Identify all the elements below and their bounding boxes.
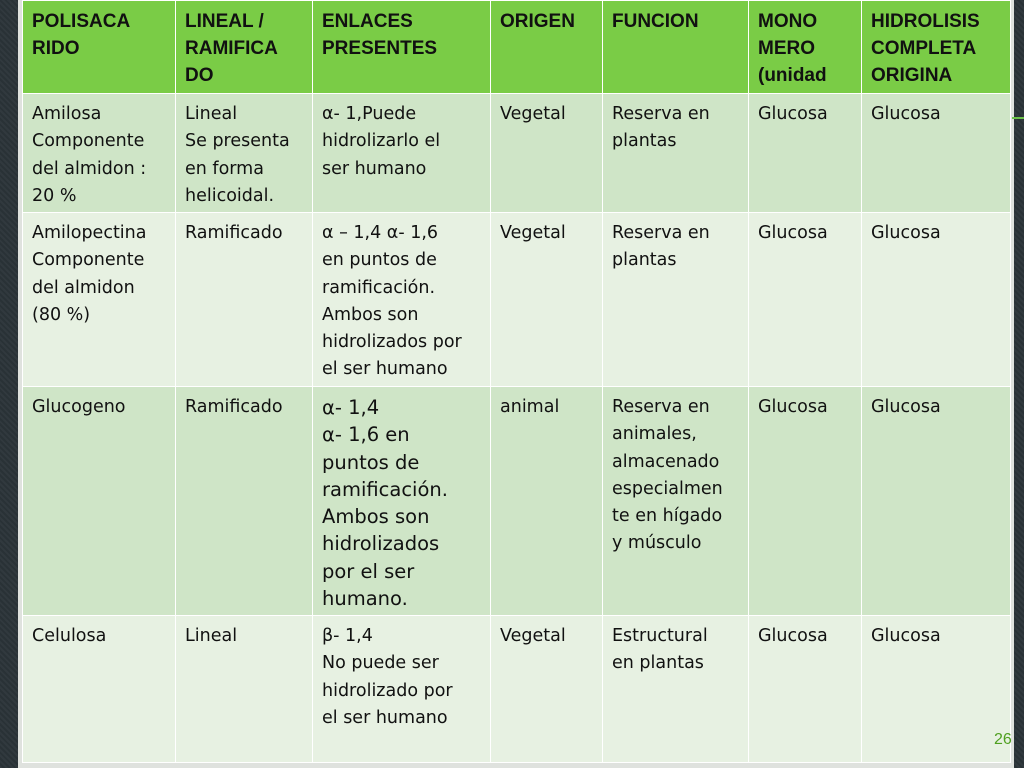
- accent-line: [1012, 117, 1024, 119]
- table-cell: [491, 213, 603, 387]
- table-cell: [491, 387, 603, 616]
- cell-line: y músculo: [612, 533, 702, 554]
- cell-line: β- 1,4: [322, 626, 373, 646]
- page-number: 26: [994, 731, 1012, 748]
- cell-line: el ser humano: [322, 707, 448, 728]
- cell-line: Reserva en: [612, 104, 710, 124]
- table-cell: [749, 387, 862, 616]
- cell-line: (80 %): [32, 304, 91, 325]
- cell-line: puntos de: [322, 450, 420, 474]
- cell-line: en forma: [185, 158, 264, 179]
- table-cell: [176, 616, 313, 763]
- cell-line: Lineal: [185, 104, 238, 124]
- cell-line: helicoidal.: [185, 185, 275, 206]
- table-cell: [23, 94, 176, 213]
- table-row: [23, 387, 1011, 616]
- cell-line: 20 %: [32, 185, 77, 206]
- cell-line: Amilosa: [32, 104, 102, 124]
- cell-line: Componente: [32, 250, 145, 271]
- cell-line: Glucosa: [871, 397, 941, 417]
- cell-line: Glucosa: [871, 104, 941, 124]
- table-cell: [862, 213, 1011, 387]
- header-cell: [313, 1, 491, 94]
- header-cell: [749, 1, 862, 94]
- cell-line: Ramificado: [185, 223, 283, 243]
- cell-line: humano.: [322, 587, 408, 611]
- table-cell: [176, 387, 313, 616]
- cell-line: Glucosa: [871, 626, 941, 646]
- header-cell: [23, 1, 176, 94]
- cell-line: Reserva en: [612, 397, 710, 417]
- cell-line: ramificación.: [322, 277, 436, 298]
- header-cell: [176, 1, 313, 94]
- cell-line: Se presenta: [185, 131, 290, 152]
- cell-line: Celulosa: [32, 626, 107, 646]
- cell-line: HIDROLISIS: [871, 11, 980, 32]
- cell-line: (unidad: [758, 65, 827, 86]
- cell-line: animales,: [612, 424, 697, 445]
- cell-line: LINEAL /: [185, 11, 264, 32]
- cell-line: Ramificado: [185, 397, 283, 417]
- table-cell: [491, 94, 603, 213]
- cell-line: α – 1,4 α- 1,6: [322, 223, 439, 243]
- table-cell: [313, 213, 491, 387]
- cell-line: hidrolizarlo el: [322, 131, 441, 152]
- cell-line: Estructural: [612, 626, 708, 646]
- table-cell: [313, 616, 491, 763]
- cell-line: te en hígado: [612, 506, 723, 527]
- cell-line: Glucosa: [758, 223, 828, 243]
- polysaccharide-table: [22, 0, 1011, 763]
- cell-line: MONO: [758, 11, 818, 32]
- table-cell: [23, 213, 176, 387]
- table-cell: [603, 94, 749, 213]
- cell-line: DO: [185, 65, 214, 86]
- table-cell: [862, 387, 1011, 616]
- cell-line: ORIGINA: [871, 65, 953, 86]
- cell-line: α- 1,6 en: [322, 423, 410, 447]
- cell-line: Reserva en: [612, 223, 710, 243]
- cell-line: ser humano: [322, 158, 427, 179]
- table-cell: [603, 616, 749, 763]
- cell-line: en plantas: [612, 653, 704, 674]
- table-cell: [176, 94, 313, 213]
- cell-line: Vegetal: [500, 626, 566, 646]
- cell-line: Glucogeno: [32, 397, 126, 417]
- cell-line: especialmen: [612, 478, 723, 499]
- cell-line: almacenado: [612, 451, 720, 472]
- cell-line: hidrolizado por: [322, 680, 453, 701]
- cell-line: Glucosa: [758, 626, 828, 646]
- cell-line: plantas: [612, 250, 677, 271]
- cell-line: hidrolizados: [322, 532, 440, 556]
- cell-line: ENLACES: [322, 11, 413, 32]
- cell-line: ramificación.: [322, 477, 448, 501]
- table-cell: [862, 94, 1011, 213]
- cell-line: Glucosa: [758, 104, 828, 124]
- cell-line: del almidon: [32, 277, 135, 298]
- table-cell: [313, 387, 491, 616]
- table-cell: [749, 94, 862, 213]
- cell-line: Glucosa: [758, 397, 828, 417]
- table-cell: [176, 213, 313, 387]
- cell-line: MERO: [758, 38, 815, 59]
- cell-line: FUNCION: [612, 11, 699, 32]
- table-cell: [23, 387, 176, 616]
- table-cell: [749, 213, 862, 387]
- cell-line: RIDO: [32, 38, 80, 59]
- table-cell: [313, 94, 491, 213]
- cell-line: No puede ser: [322, 653, 439, 674]
- cell-line: Ambos son: [322, 304, 419, 325]
- cell-line: Vegetal: [500, 223, 566, 243]
- cell-line: hidrolizados por: [322, 332, 462, 353]
- cell-line: RAMIFICA: [185, 38, 278, 59]
- cell-line: Amilopectina: [32, 223, 147, 243]
- table-cell: [603, 213, 749, 387]
- cell-line: α- 1,Puede: [322, 104, 417, 124]
- header-cell: [491, 1, 603, 94]
- header-cell: [603, 1, 749, 94]
- cell-line: del almidon :: [32, 158, 147, 179]
- cell-line: COMPLETA: [871, 38, 977, 59]
- cell-line: PRESENTES: [322, 38, 438, 59]
- cell-line: por el ser: [322, 559, 415, 583]
- table-row: [23, 94, 1011, 213]
- table-cell: [603, 387, 749, 616]
- cell-line: ORIGEN: [500, 11, 575, 32]
- header-row: [23, 1, 1011, 94]
- table-row: [23, 213, 1011, 387]
- cell-line: Vegetal: [500, 104, 566, 124]
- table-cell: [749, 616, 862, 763]
- cell-line: Glucosa: [871, 223, 941, 243]
- table-cell: [862, 616, 1011, 763]
- cell-line: POLISACA: [32, 11, 131, 32]
- cell-line: Lineal: [185, 626, 238, 646]
- table-cell: [23, 616, 176, 763]
- cell-line: animal: [500, 397, 560, 417]
- slide: [18, 0, 1014, 768]
- cell-line: plantas: [612, 131, 677, 152]
- table-row: [23, 616, 1011, 763]
- cell-line: el ser humano: [322, 359, 448, 380]
- table-cell: [491, 616, 603, 763]
- cell-line: α- 1,4: [322, 396, 380, 419]
- cell-line: en puntos de: [322, 250, 437, 271]
- cell-line: Componente: [32, 131, 145, 152]
- header-cell: [862, 1, 1011, 94]
- cell-line: Ambos son: [322, 505, 430, 529]
